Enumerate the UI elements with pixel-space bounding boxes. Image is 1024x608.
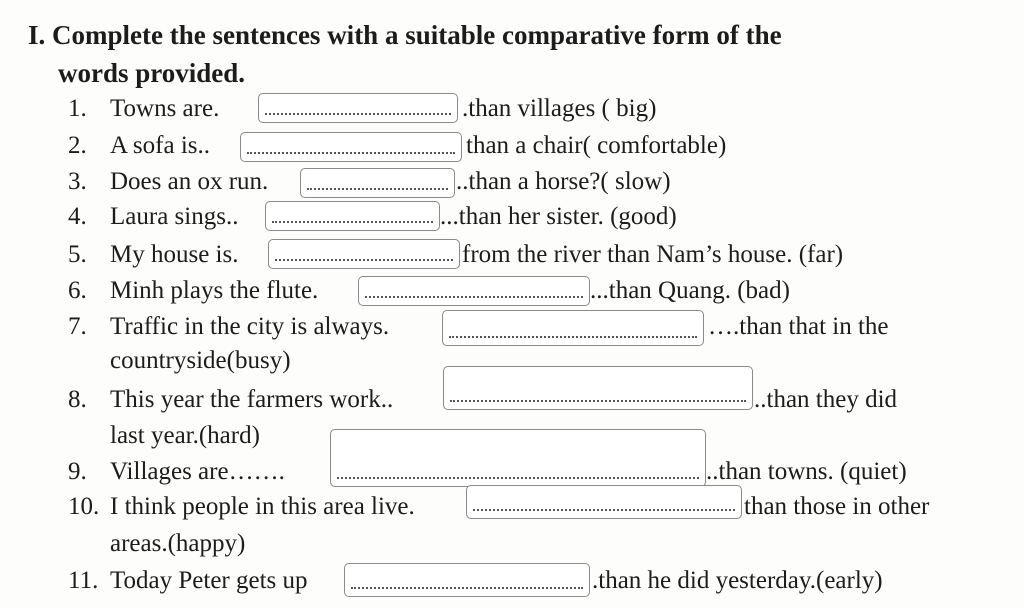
sentence-5	[68, 238, 239, 272]
item-number: 3.	[68, 168, 87, 195]
sentence-6-end	[590, 274, 790, 308]
sentence-start: Does an ox run.	[110, 168, 269, 195]
answer-box-11[interactable]	[344, 563, 590, 597]
answer-box-5[interactable]	[268, 239, 460, 269]
answer-box-2[interactable]	[240, 132, 462, 162]
sentence-6	[68, 274, 319, 308]
heading-line-2: words provided.	[58, 58, 246, 88]
sentence-10-cont	[110, 527, 245, 561]
sentence-start: Laura sings..	[110, 203, 239, 230]
sentence-start: Towns are.	[110, 95, 220, 122]
sentence-end: .than villages ( big)	[462, 95, 657, 122]
sentence-start: I think people in this area live.	[110, 493, 415, 520]
sentence-continuation: last year.(hard)	[110, 422, 260, 449]
sentence-5-end	[462, 238, 843, 272]
sentence-8-end	[754, 383, 897, 417]
sentence-end: ..than they did	[754, 386, 898, 413]
item-number: 1.	[68, 95, 87, 122]
sentence-end: ...than Quang. (bad)	[590, 277, 790, 304]
sentence-10	[68, 490, 415, 524]
sentence-start: Today Peter gets up	[110, 567, 308, 594]
exercise-heading	[28, 16, 988, 92]
item-number: 6.	[68, 277, 87, 304]
sentence-11	[68, 564, 308, 598]
item-number: 8.	[68, 386, 87, 413]
sentence-end: from the river than Nam’s house. (far)	[462, 241, 844, 268]
sentence-3	[68, 165, 269, 199]
sentence-10-end	[744, 490, 929, 524]
sentence-8	[68, 383, 394, 417]
sentence-start: Minh plays the flute.	[110, 277, 319, 304]
answer-box-1[interactable]	[258, 93, 458, 123]
answer-box-9[interactable]	[330, 429, 706, 487]
sentence-start: Villages are…….	[110, 458, 285, 485]
sentence-7-cont	[110, 344, 291, 378]
sentence-3-end	[456, 165, 671, 199]
sentence-start: My house is.	[110, 241, 239, 268]
sentence-9	[68, 455, 285, 489]
item-number: 11.	[68, 567, 99, 594]
answer-box-6[interactable]	[358, 276, 590, 306]
sentence-1-end	[462, 92, 656, 126]
sentence-start: This year the farmers work..	[110, 386, 394, 413]
sentence-end: than a chair( comfortable)	[466, 132, 727, 159]
item-number: 5.	[68, 241, 87, 268]
sentence-end: ...than her sister. (good)	[440, 203, 677, 230]
sentence-end: ..than a horse?( slow)	[456, 168, 671, 195]
sentence-1	[68, 92, 220, 126]
sentence-8-cont	[110, 419, 260, 453]
sentence-7-end	[708, 310, 889, 344]
sentence-start: A sofa is..	[110, 132, 210, 159]
sentence-11-end	[592, 564, 883, 598]
item-number: 10.	[68, 493, 100, 520]
answer-box-3[interactable]	[300, 168, 455, 198]
sentence-continuation: areas.(happy)	[110, 530, 246, 557]
item-number: 7.	[68, 313, 87, 340]
sentence-4-end	[440, 200, 677, 234]
item-number: 9.	[68, 458, 87, 485]
sentence-7	[68, 310, 390, 344]
item-number: 2.	[68, 132, 87, 159]
answer-box-4[interactable]	[265, 201, 440, 231]
answer-box-8[interactable]	[443, 366, 753, 410]
item-number: 4.	[68, 203, 87, 230]
sentence-2	[68, 129, 210, 163]
heading-line-1: I. Complete the sentences with a suitable comparative form of the	[28, 20, 782, 50]
sentence-continuation: countryside(busy)	[110, 347, 291, 374]
sentence-end: ..than towns. (quiet)	[706, 458, 907, 485]
answer-box-7[interactable]	[442, 310, 704, 346]
sentence-end: ….than that in the	[708, 313, 889, 340]
sentence-end: than those in other	[744, 493, 930, 520]
sentence-2-end	[466, 129, 726, 163]
sentence-end: .than he did yesterday.(early)	[592, 567, 883, 594]
sentence-4	[68, 200, 239, 234]
answer-box-10[interactable]	[466, 485, 742, 519]
sentence-9-end	[706, 455, 907, 489]
sentence-start: Traffic in the city is always.	[110, 313, 390, 340]
